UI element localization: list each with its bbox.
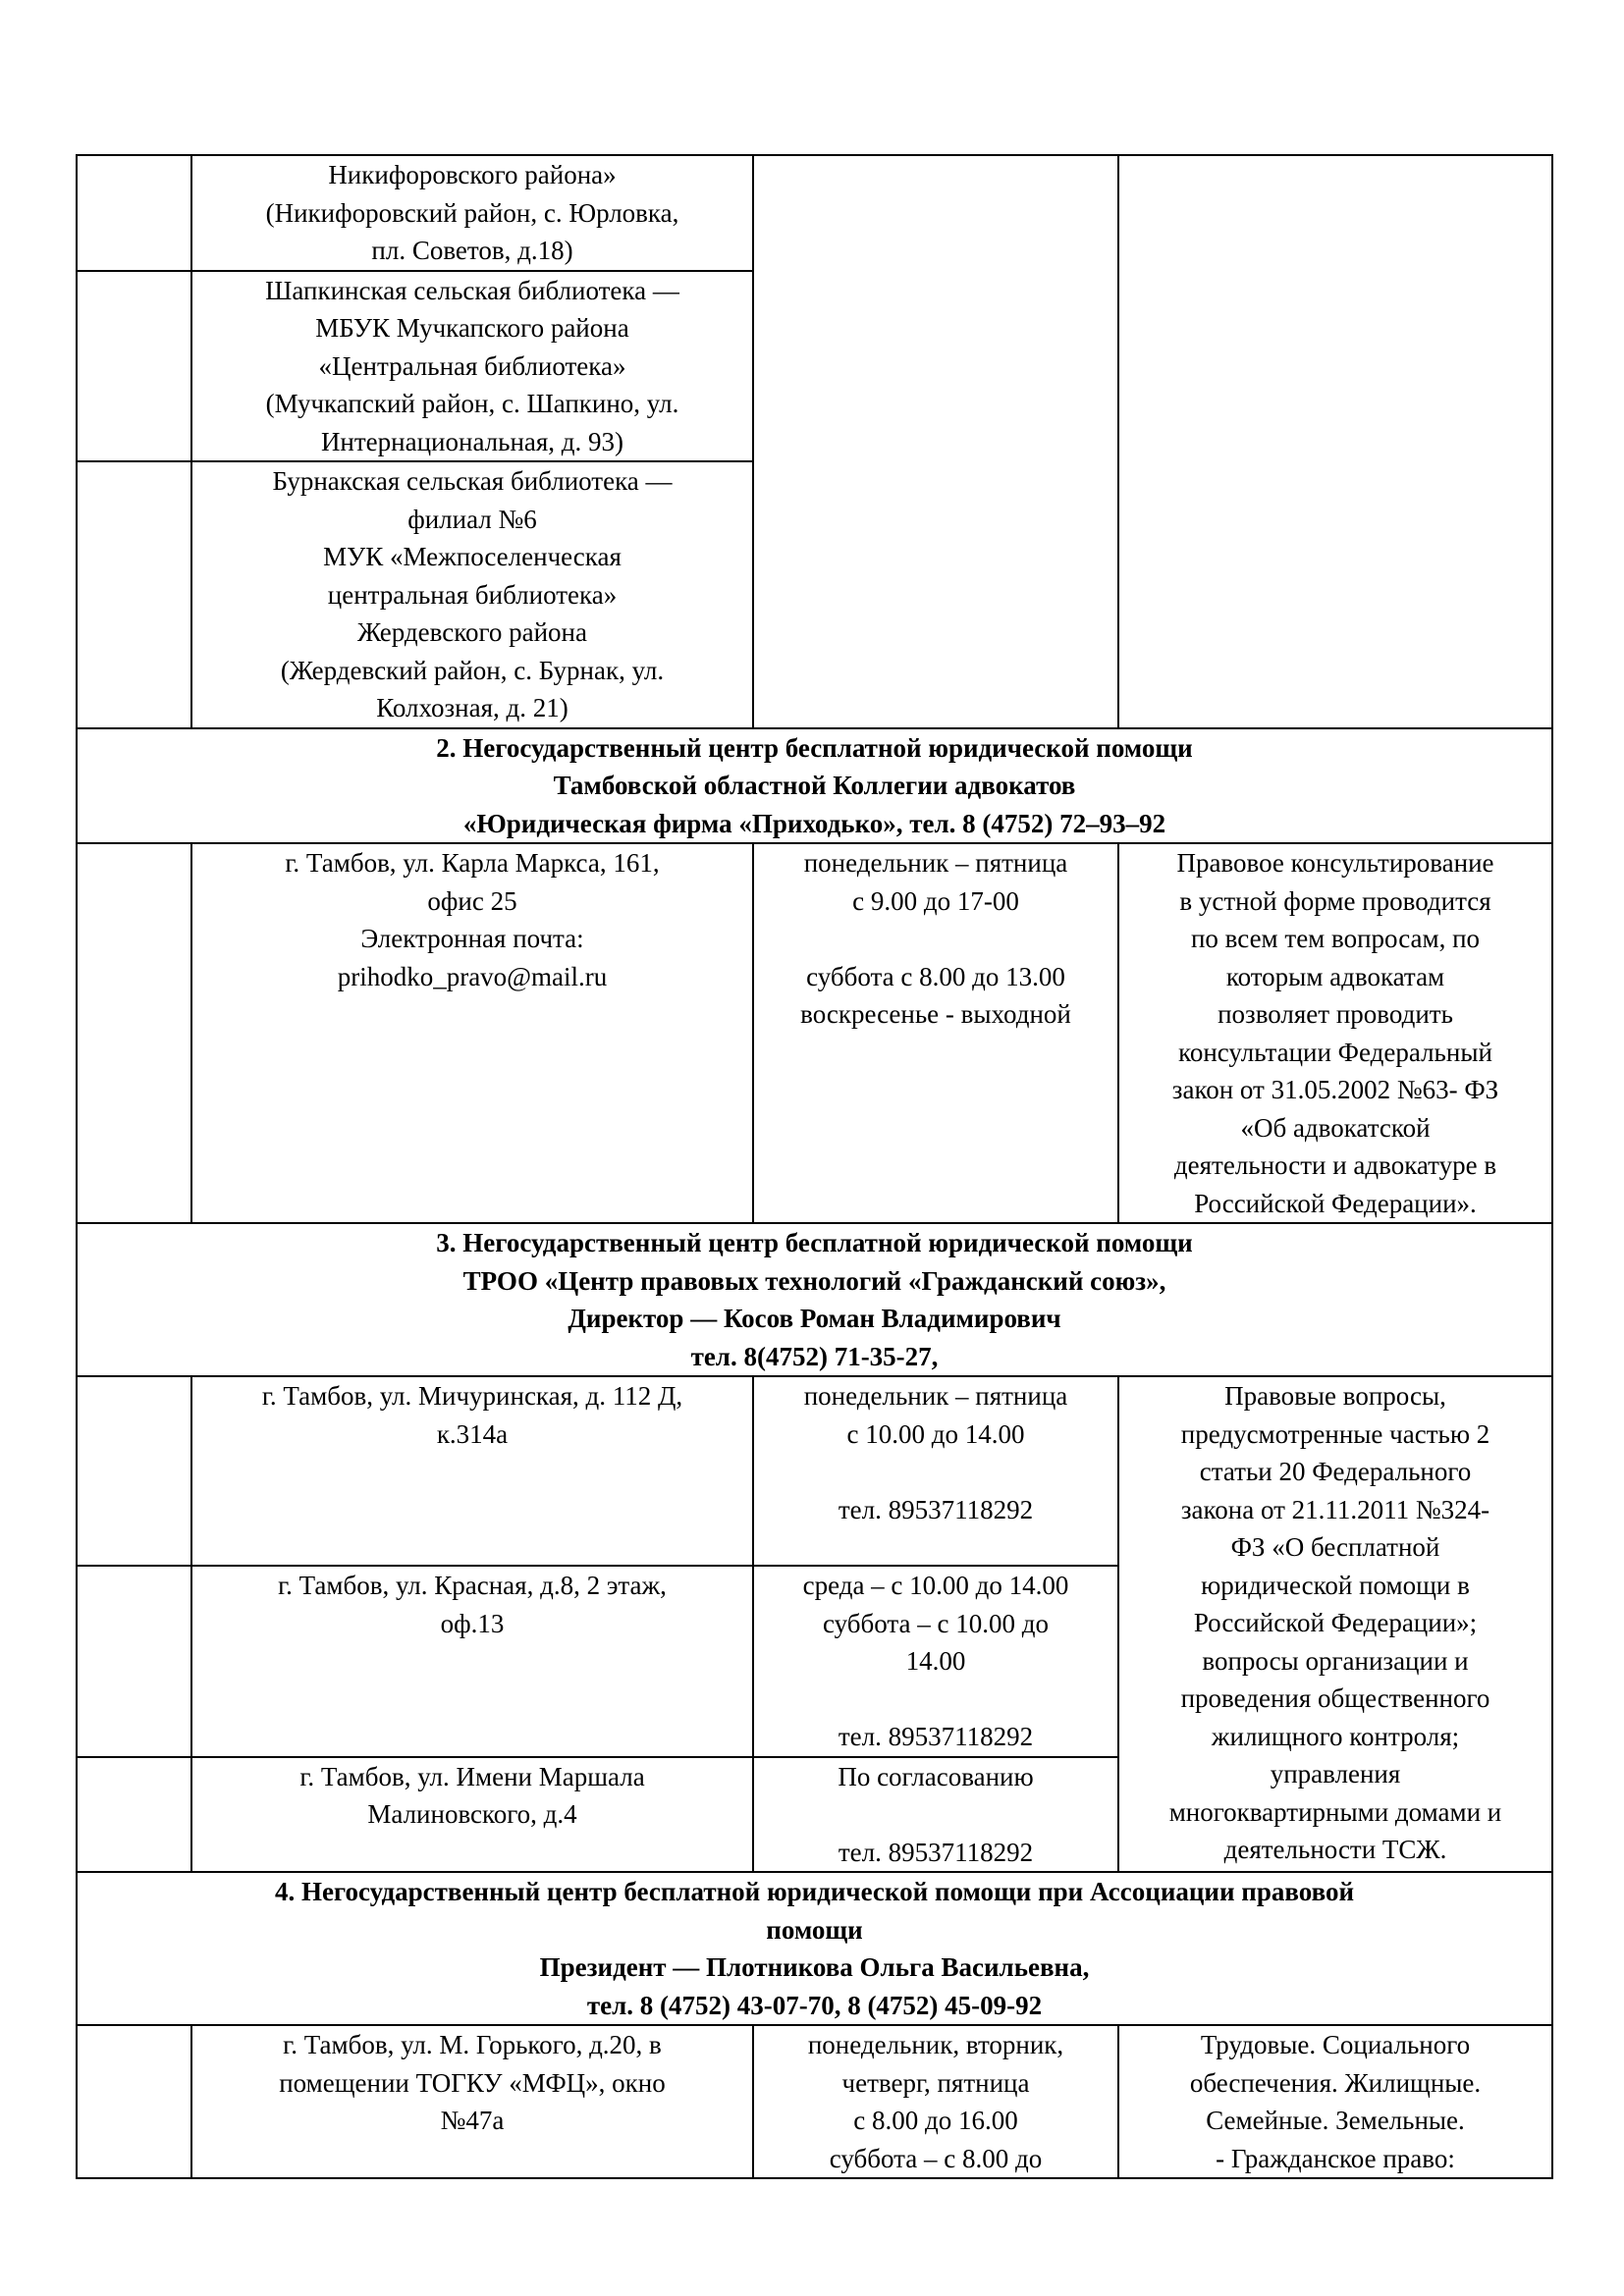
section-4-header: [77, 1872, 1552, 2025]
phone-text: тел. 89537118292: [838, 1837, 1034, 1867]
text-line: суббота – с 8.00 до: [829, 2143, 1043, 2173]
text-line: ФЗ «О бесплатной: [1230, 1532, 1440, 1562]
text-line: Интернациональная, д. 93): [320, 426, 624, 456]
text-line: понедельник, вторник,: [807, 2030, 1064, 2059]
section-3-header: [77, 1223, 1552, 1376]
text-line: в устной форме проводится: [1179, 885, 1491, 916]
number-cell: [77, 843, 191, 1223]
text-line: Малиновского, д.4: [367, 1799, 577, 1829]
hours-cell: [753, 1757, 1118, 1873]
section-header-row: [77, 1223, 1552, 1376]
text-line: «Об адвокатской: [1240, 1112, 1431, 1143]
header-line: помощи: [766, 1914, 863, 1945]
text-line: Бурнакская сельская библиотека —: [272, 466, 673, 496]
text-line: вопросы организации и: [1202, 1645, 1469, 1676]
hours-cell: [753, 155, 1118, 728]
text-line: (Мучкапский район, с. Шапкино, ул.: [265, 389, 679, 418]
address-cell: [191, 1376, 753, 1566]
header-line: Директор — Косов Роман Владимирович: [568, 1304, 1061, 1333]
section-2-header: [77, 728, 1552, 844]
text-line: позволяет проводить: [1218, 999, 1453, 1029]
table-row: [77, 2025, 1552, 2178]
text-line: Семейные. Земельные.: [1206, 2106, 1465, 2135]
text-line: 14.00: [905, 1646, 966, 1676]
text-line: многоквартирными домами и: [1168, 1796, 1502, 1827]
text-line: закон от 31.05.2002 №63- ФЗ: [1171, 1075, 1499, 1104]
text-line: №47а: [440, 2106, 505, 2135]
topics-cell: [1118, 155, 1552, 728]
number-cell: [77, 2025, 191, 2178]
text-line: г. Тамбов, ул. М. Горького, д.20, в: [283, 2030, 662, 2059]
text-line: помещении ТОГКУ «МФЦ», окно: [279, 2067, 666, 2098]
header-line: ТРОО «Центр правовых технологий «Гражданский союз»,: [462, 1265, 1166, 1296]
section-header-row: [77, 1872, 1552, 2025]
text-line: Российской Федерации».: [1194, 1188, 1477, 1218]
text-line: с 9.00 до 17-00: [852, 885, 1019, 916]
text-line: Жердевского района: [356, 617, 587, 647]
header-line: тел. 8(4752) 71-35-27,: [690, 1341, 939, 1371]
text-line: с 8.00 до 16.00: [853, 2106, 1018, 2135]
text-line: суббота с 8.00 до 13.00: [806, 961, 1065, 991]
text-line: которым адвокатам: [1225, 961, 1445, 991]
address-cell: [191, 271, 753, 462]
text-line: Правовые вопросы,: [1224, 1381, 1446, 1411]
text-line: деятельности ТСЖ.: [1223, 1835, 1447, 1864]
address-cell: [191, 1566, 753, 1757]
text-line: предусмотренные частью 2: [1180, 1418, 1490, 1449]
text-line: деятельности и адвокатуре в: [1173, 1150, 1497, 1180]
text-line: юридической помощи в: [1201, 1570, 1470, 1600]
address-cell: [191, 155, 753, 271]
header-line: «Юридическая фирма «Приходько», тел. 8 (4752) 72–93–92: [462, 808, 1166, 838]
text-line: Никифоровского района»: [328, 160, 617, 189]
text-line: обеспечения. Жилищные.: [1189, 2067, 1482, 2098]
address-cell: [191, 461, 753, 728]
text-line: пл. Советов, д.18): [371, 236, 573, 265]
text-line: офис 25: [427, 885, 517, 916]
table-row: [77, 1376, 1552, 1566]
text-line: Российской Федерации»;: [1193, 1608, 1478, 1637]
email-text: prihodko_pravo@mail.ru: [337, 961, 608, 991]
text-line: понедельник – пятница: [803, 1381, 1068, 1411]
hours-cell: [753, 843, 1118, 1223]
text-line: к.314а: [436, 1418, 509, 1449]
table-row: [77, 843, 1552, 1223]
text-line: воскресенье - выходной: [800, 999, 1071, 1029]
header-line: 3. Негосударственный центр бесплатной юридической помощи: [436, 1228, 1193, 1257]
header-line: 2. Негосударственный центр бесплатной юридической помощи: [436, 732, 1193, 763]
section-header-row: [77, 728, 1552, 844]
text-line: суббота – с 10.00 до: [823, 1608, 1049, 1638]
text-line: Шапкинская сельская библиотека —: [265, 275, 679, 305]
phone-text: тел. 89537118292: [838, 1722, 1034, 1751]
number-cell: [77, 1376, 191, 1566]
text-line: понедельник – пятница: [803, 848, 1068, 878]
topics-cell: [1118, 1376, 1552, 1872]
text-line: статьи 20 Федерального: [1199, 1457, 1472, 1486]
text-line: Колхозная, д. 21): [376, 693, 568, 722]
text-line: с 10.00 до 14.00: [846, 1418, 1025, 1449]
hours-cell: [753, 1376, 1118, 1566]
hours-cell: [753, 2025, 1118, 2178]
text-line: Правовое консультирование: [1176, 848, 1494, 878]
text-line: г. Тамбов, ул. Карла Маркса, 161,: [285, 848, 660, 878]
text-line: по всем тем вопросам, по: [1190, 924, 1481, 953]
header-line: Президент — Плотникова Ольга Васильевна,: [539, 1952, 1090, 1982]
address-cell: [191, 2025, 753, 2178]
text-line: Трудовые. Социального: [1200, 2030, 1471, 2059]
phone-text: тел. 89537118292: [838, 1494, 1034, 1524]
text-line: жилищного контроля;: [1211, 1721, 1460, 1751]
hours-cell: [753, 1566, 1118, 1757]
topics-cell: [1118, 843, 1552, 1223]
text-line: МУК «Межпоселенческая: [323, 542, 622, 571]
header-line: 4. Негосударственный центр бесплатной юридической помощи при Ассоциации правовой: [274, 1877, 1355, 1906]
text-line: (Жердевский район, с. Бурнак, ул.: [280, 655, 665, 685]
text-line: оф.13: [440, 1608, 505, 1638]
text-line: (Никифоровский район, с. Юрловка,: [265, 197, 679, 228]
text-line: среда – с 10.00 до 14.00: [802, 1571, 1069, 1600]
text-line: «Центральная библиотека»: [318, 350, 626, 381]
text-line: г. Тамбов, ул. Красная, д.8, 2 этаж,: [278, 1571, 667, 1600]
text-line: центральная библиотека»: [327, 579, 618, 610]
text-line: консультации Федеральный: [1178, 1037, 1492, 1067]
header-line: тел. 8 (4752) 43-07-70, 8 (4752) 45-09-92: [586, 1990, 1043, 2020]
number-cell: [77, 1757, 191, 1873]
address-cell: [191, 843, 753, 1223]
text-line: управления: [1270, 1759, 1401, 1789]
text-line: - Гражданское право:: [1216, 2143, 1455, 2173]
topics-cell: [1118, 2025, 1552, 2178]
text-line: г. Тамбов, ул. Мичуринская, д. 112 Д,: [261, 1381, 683, 1411]
header-line: Тамбовской областной Коллегии адвокатов: [553, 771, 1076, 800]
text-line: По согласованию: [838, 1761, 1034, 1791]
text-line: Электронная почта:: [360, 924, 584, 953]
number-cell: [77, 155, 191, 271]
text-line: г. Тамбов, ул. Имени Маршала: [299, 1761, 645, 1791]
text-line: МБУК Мучкапского района: [315, 313, 629, 343]
address-cell: [191, 1757, 753, 1873]
number-cell: [77, 461, 191, 728]
text-line: филиал №6: [407, 504, 537, 534]
number-cell: [77, 1566, 191, 1757]
text-line: четверг, пятница: [841, 2067, 1030, 2098]
text-line: закона от 21.11.2011 №324-: [1180, 1494, 1490, 1524]
legal-aid-table: [76, 154, 1553, 2179]
table-row: [77, 155, 1552, 271]
number-cell: [77, 271, 191, 462]
text-line: проведения общественного: [1180, 1683, 1490, 1713]
